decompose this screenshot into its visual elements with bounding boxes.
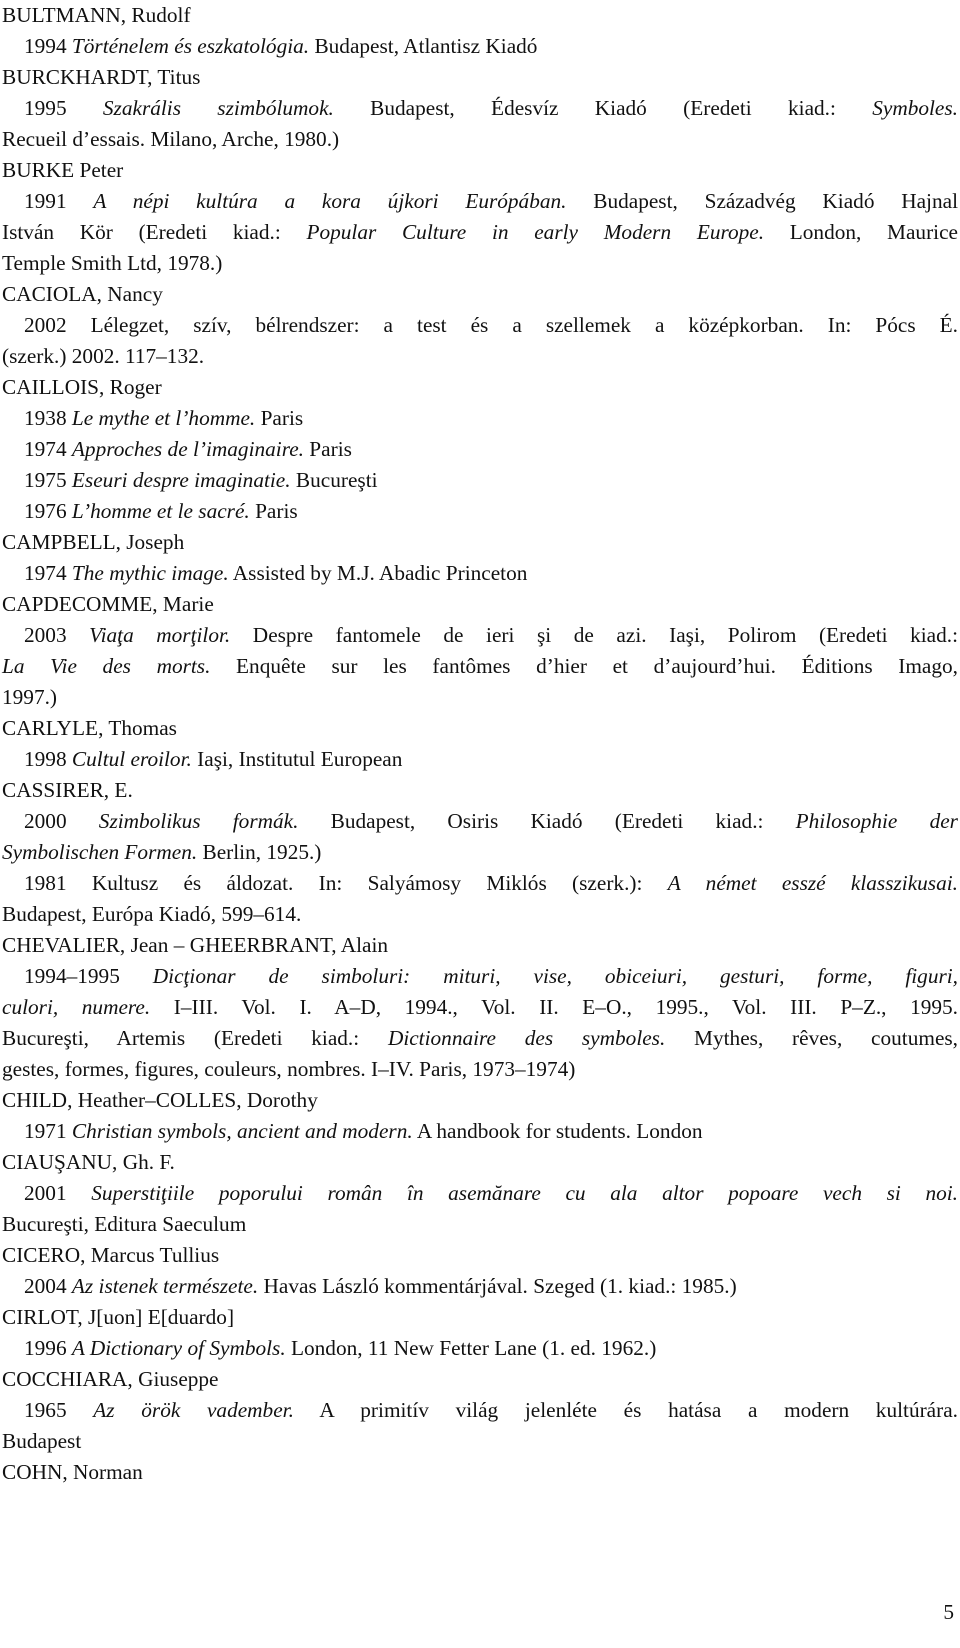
text-segment: CHILD, Heather–COLLES, Dorothy	[2, 1088, 318, 1112]
text-segment: Budapest, Osiris Kiadó (Eredeti kiad.:	[298, 809, 796, 833]
author-heading	[2, 1147, 958, 1178]
text-segment: CAILLOIS, Roger	[2, 375, 162, 399]
text-segment: London, Maurice	[764, 220, 958, 244]
author-heading	[2, 1364, 958, 1395]
text-segment: CHEVALIER, Jean – GHEERBRANT, Alain	[2, 933, 389, 957]
text-segment: Paris	[303, 437, 352, 461]
text-segment: Budapest, Századvég Kiadó Hajnal	[566, 189, 958, 213]
author-heading	[2, 713, 958, 744]
text-segment: CICERO, Marcus Tullius	[2, 1243, 220, 1267]
bibliography-entry	[2, 496, 958, 527]
text-segment: 1974	[24, 437, 72, 461]
text-segment: CASSIRER, E.	[2, 778, 133, 802]
entry-continuation	[2, 899, 958, 930]
author-heading	[2, 930, 958, 961]
bibliography-entry	[2, 868, 958, 899]
bibliography-entry	[2, 1178, 958, 1209]
text-segment: (szerk.) 2002. 117–132.	[2, 344, 205, 368]
bibliography-entry	[2, 1395, 958, 1426]
author-heading	[2, 0, 958, 31]
text-segment: 1994–1995	[24, 964, 153, 988]
italic-title: Approches de l’imaginaire.	[71, 437, 304, 461]
text-segment: Budapest, Európa Kiadó, 599–614.	[2, 902, 302, 926]
text-segment: 1994	[24, 34, 72, 58]
text-segment: 1965	[24, 1398, 94, 1422]
author-heading	[2, 155, 958, 186]
text-segment: I–III. Vol. I. A–D, 1994., Vol. II. E–O., 1995., Vol. III. P–Z., 1995.	[150, 995, 958, 1019]
page-number: 5	[943, 1600, 954, 1624]
italic-title: Viaţa morţilor.	[89, 623, 231, 647]
bibliography-list	[2, 0, 958, 1488]
text-segment: Despre fantomele de ieri şi de azi. Iaşi, Polirom (Eredeti kiad.:	[230, 623, 958, 647]
entry-continuation	[2, 341, 958, 372]
text-segment: 2001	[24, 1181, 92, 1205]
italic-title: Az örök vadember.	[93, 1398, 294, 1422]
italic-title: Dictionnaire des symboles.	[387, 1026, 666, 1050]
italic-title: Szakrális szimbólumok.	[102, 96, 334, 120]
text-segment: Mythes, rêves, coutumes,	[665, 1026, 959, 1050]
text-segment: Berlin, 1925.)	[197, 840, 322, 864]
text-segment: Paris	[255, 406, 304, 430]
entry-continuation	[2, 992, 958, 1023]
bibliography-entry	[2, 310, 958, 341]
text-segment: Temple Smith Ltd, 1978.)	[2, 251, 223, 275]
text-segment: 2003	[24, 623, 90, 647]
text-segment: 1971	[24, 1119, 72, 1143]
text-segment: BULTMANN, Rudolf	[2, 3, 191, 27]
italic-title: The mythic image.	[71, 561, 229, 585]
text-segment: 1974	[24, 561, 72, 585]
entry-continuation	[2, 1426, 958, 1457]
italic-title: La Vie des morts.	[2, 654, 211, 678]
text-segment: Budapest	[2, 1429, 82, 1453]
text-segment: Bucureşti	[290, 468, 378, 492]
italic-title: Philosophie der	[795, 809, 958, 833]
text-segment: COHN, Norman	[2, 1460, 143, 1484]
italic-title: Superstiţiile poporului român în asemănare cu ala altor popoare vech si noi.	[91, 1181, 959, 1205]
italic-title: culori, numere.	[2, 995, 151, 1019]
text-segment: 1976	[24, 499, 72, 523]
bibliography-entry	[2, 465, 958, 496]
text-segment: 2002 Lélegzet, szív, bélrendszer: a test és a szellemek a középkorban. In: Pócs É.	[24, 313, 958, 337]
entry-continuation	[2, 217, 958, 248]
italic-title: Symboles.	[872, 96, 958, 120]
text-segment: Havas László kommentárjával. Szeged (1. kiad.: 1985.)	[258, 1274, 737, 1298]
italic-title: A népi kultúra a kora újkori Európában.	[93, 189, 567, 213]
bibliography-entry	[2, 434, 958, 465]
italic-title: A Dictionary of Symbols.	[71, 1336, 286, 1360]
text-segment: COCCHIARA, Giuseppe	[2, 1367, 219, 1391]
text-segment: BURKE Peter	[2, 158, 124, 182]
author-heading	[2, 62, 958, 93]
entry-continuation	[2, 1209, 958, 1240]
text-segment: 1975	[24, 468, 72, 492]
text-segment: CIRLOT, J[uon] E[duardo]	[2, 1305, 235, 1329]
entry-continuation	[2, 1054, 958, 1085]
text-segment: gestes, formes, figures, couleurs, nombres. I–IV. Paris, 1973–1974)	[2, 1057, 576, 1081]
text-segment: Budapest, Édesvíz Kiadó (Eredeti kiad.:	[333, 96, 873, 120]
text-segment: Bucureşti, Artemis (Eredeti kiad.:	[2, 1026, 388, 1050]
text-segment: A handbook for students. London	[412, 1119, 703, 1143]
text-segment: CARLYLE, Thomas	[2, 716, 177, 740]
bibliography-entry	[2, 31, 958, 62]
bibliography-entry	[2, 403, 958, 434]
bibliography-entry	[2, 961, 958, 992]
author-heading	[2, 589, 958, 620]
author-heading	[2, 1457, 958, 1488]
entry-continuation	[2, 837, 958, 868]
text-segment: Recueil d’essais. Milano, Arche, 1980.)	[2, 127, 340, 151]
bibliography-entry	[2, 186, 958, 217]
text-segment: Paris	[249, 499, 298, 523]
text-segment: A primitív világ jelenléte és hatása a modern kultúrára.	[293, 1398, 959, 1422]
author-heading	[2, 775, 958, 806]
author-heading	[2, 1302, 958, 1333]
italic-title: Cultul eroilor.	[71, 747, 192, 771]
text-segment: 2004	[24, 1274, 72, 1298]
bibliography-entry	[2, 93, 958, 124]
bibliography-entry	[2, 1116, 958, 1147]
entry-continuation	[2, 124, 958, 155]
bibliography-entry	[2, 744, 958, 775]
italic-title: L’homme et le sacré.	[71, 499, 250, 523]
bibliography-entry	[2, 1333, 958, 1364]
text-segment: CAMPBELL, Joseph	[2, 530, 185, 554]
italic-title: Le mythe et l’homme.	[71, 406, 256, 430]
text-segment: Budapest, Atlantisz Kiadó	[309, 34, 538, 58]
bibliography-entry	[2, 620, 958, 651]
entry-continuation	[2, 651, 958, 682]
text-segment: Assisted by M.J. Abadic Princeton	[228, 561, 528, 585]
author-heading	[2, 527, 958, 558]
text-segment: Enquête sur les fantômes d’hier et d’aujourd’hui. Éditions Imago,	[210, 654, 958, 678]
entry-continuation	[2, 682, 958, 713]
italic-title: Történelem és eszkatológia.	[71, 34, 310, 58]
text-segment: 1997.)	[2, 685, 58, 709]
text-segment: 1981 Kultusz és áldozat. In: Salyámosy Miklós (szerk.):	[24, 871, 668, 895]
text-segment: London, 11 New Fetter Lane (1. ed. 1962.)	[285, 1336, 657, 1360]
author-heading	[2, 372, 958, 403]
text-segment: 1938	[24, 406, 72, 430]
italic-title: A német esszé klasszikusai.	[667, 871, 958, 895]
author-heading	[2, 1085, 958, 1116]
bibliography-entry	[2, 806, 958, 837]
text-segment: Iaşi, Institutul European	[191, 747, 403, 771]
text-segment: 1998	[24, 747, 72, 771]
italic-title: Christian symbols, ancient and modern.	[71, 1119, 413, 1143]
text-segment: István Kör (Eredeti kiad.:	[2, 220, 307, 244]
bibliography-entry	[2, 558, 958, 589]
italic-title: Eseuri despre imaginatie.	[71, 468, 291, 492]
text-segment: CACIOLA, Nancy	[2, 282, 163, 306]
text-segment: CAPDECOMME, Marie	[2, 592, 214, 616]
text-segment: BURCKHARDT, Titus	[2, 65, 201, 89]
entry-continuation	[2, 248, 958, 279]
italic-title: Dicţionar de simboluri: mituri, vise, obiceiuri, gesturi, forme, figuri,	[152, 964, 958, 988]
bibliography-entry	[2, 1271, 958, 1302]
text-segment: 1995	[24, 96, 103, 120]
text-segment: 1996	[24, 1336, 72, 1360]
text-segment: CIAUŞANU, Gh. F.	[2, 1150, 175, 1174]
italic-title: Az istenek természete.	[71, 1274, 259, 1298]
text-segment: Bucureşti, Editura Saeculum	[2, 1212, 247, 1236]
entry-continuation	[2, 1023, 958, 1054]
italic-title: Szimbolikus formák.	[98, 809, 299, 833]
author-heading	[2, 1240, 958, 1271]
text-segment: 1991	[24, 189, 94, 213]
text-segment: 2000	[24, 809, 99, 833]
italic-title: Popular Culture in early Modern Europe.	[306, 220, 765, 244]
italic-title: Symbolischen Formen.	[2, 840, 198, 864]
author-heading	[2, 279, 958, 310]
